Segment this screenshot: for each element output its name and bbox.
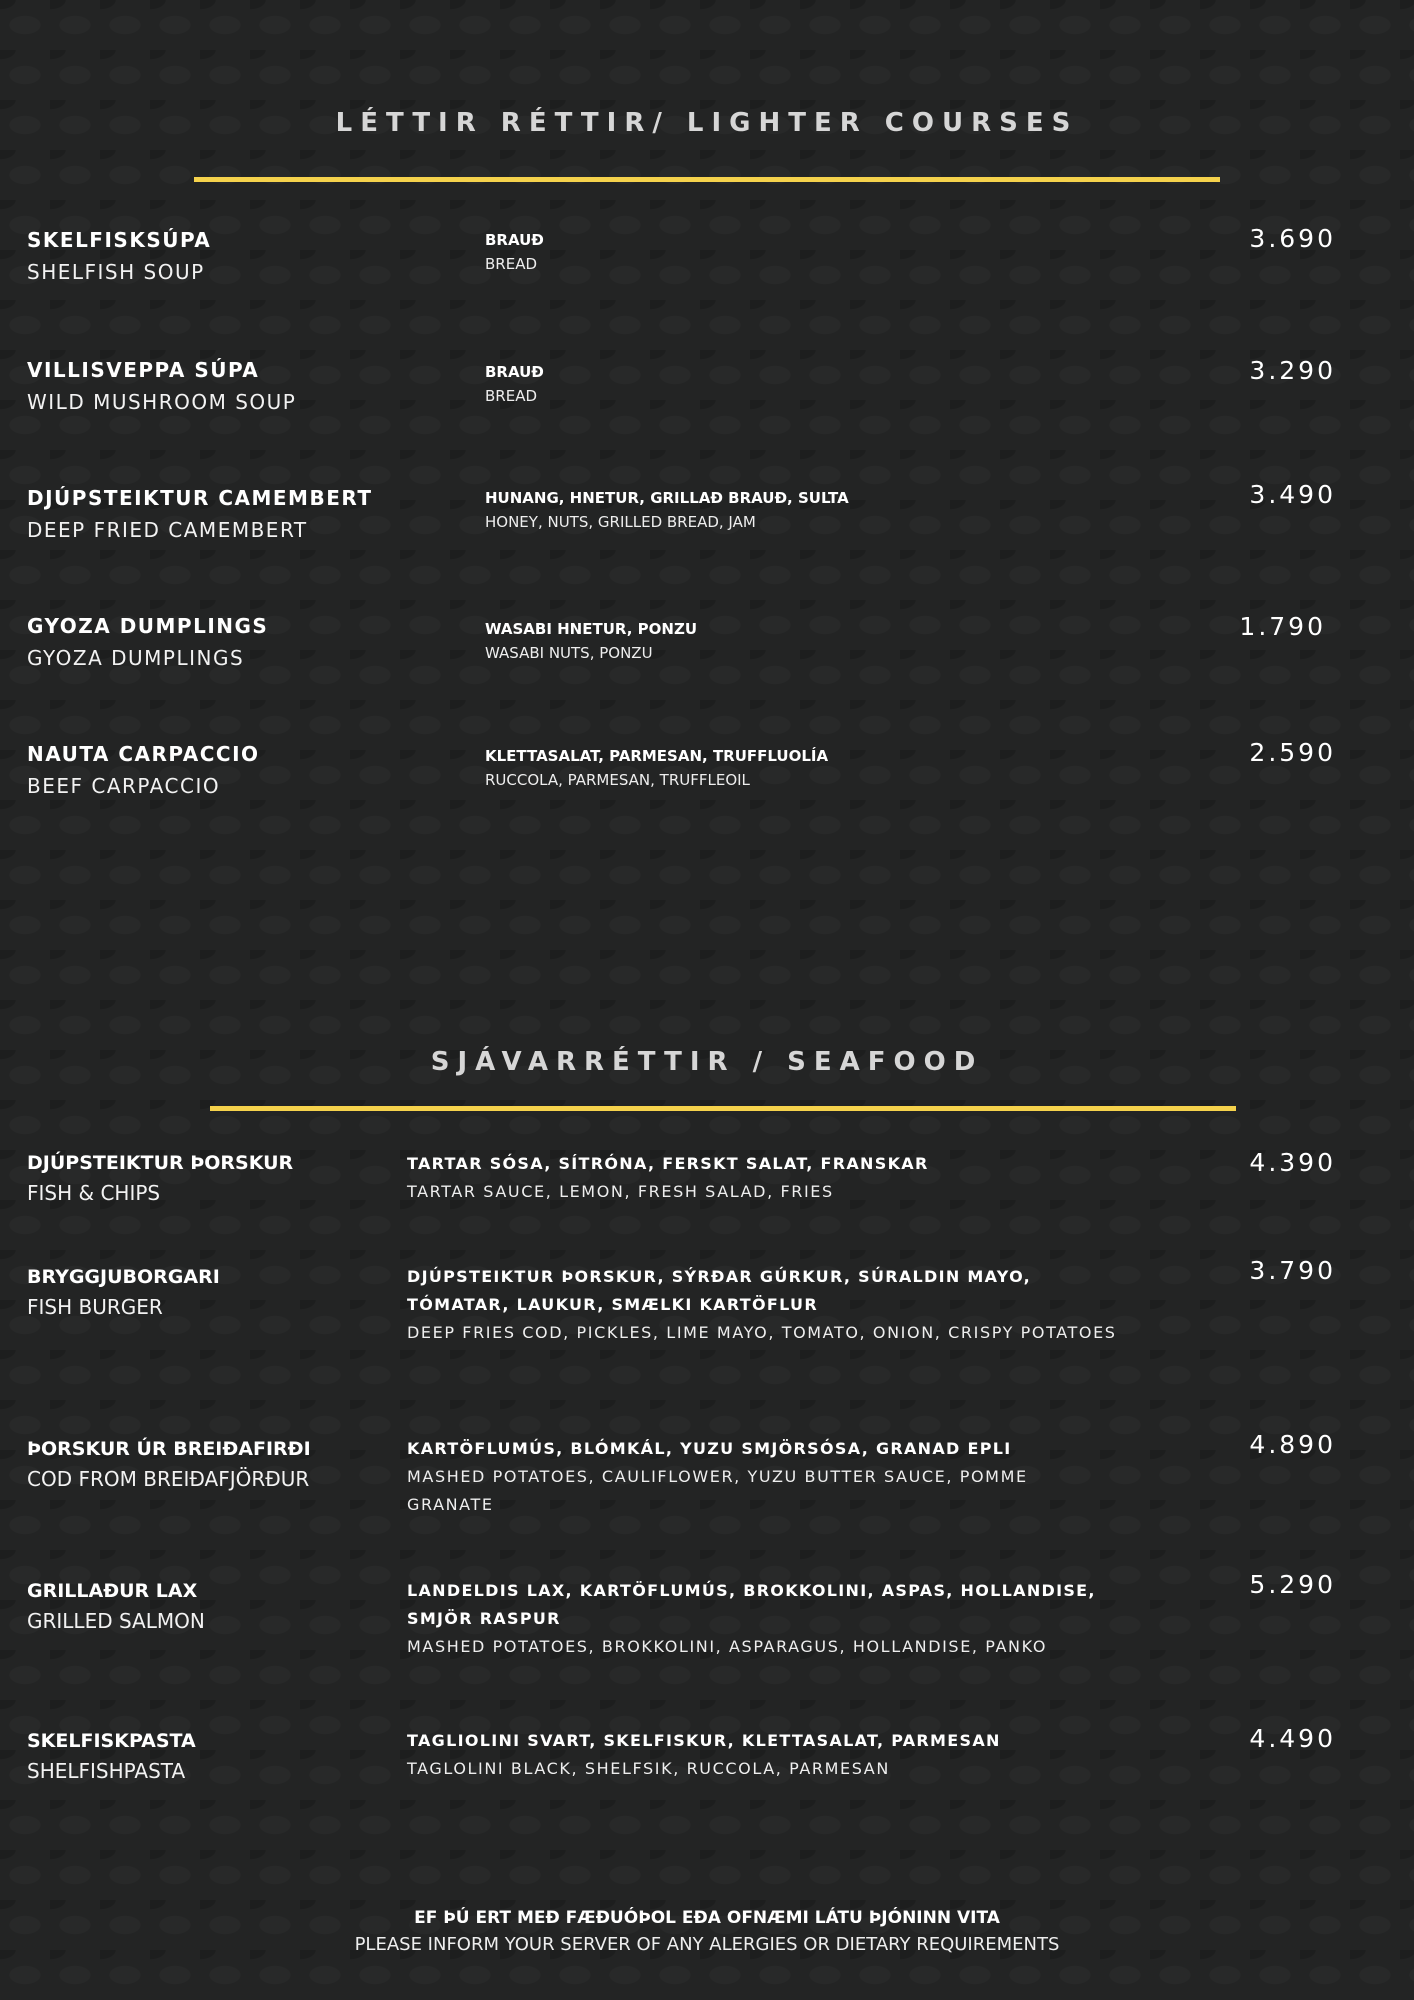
item-name-is: SKELFISKPASTA bbox=[27, 1730, 196, 1752]
section-divider bbox=[210, 1106, 1236, 1111]
item-price: 3.290 bbox=[1249, 356, 1336, 385]
item-description-is: LANDELDIS LAX, KARTÖFLUMÚS, BROKKOLINI, ASPAS, HOLLANDISE, SMJÖR RASPUR bbox=[407, 1581, 1096, 1628]
item-name-is: SKELFISKSÚPA bbox=[27, 228, 212, 252]
item-description-en: MASHED POTATOES, BROKKOLINI, ASPARAGUS, HOLLANDISE, PANKO bbox=[407, 1637, 1048, 1656]
item-description-is: KLETTASALAT, PARMESAN, TRUFFLUOLÍA bbox=[485, 747, 829, 765]
item-description-is: TAGLIOLINI SVART, SKELFISKUR, KLETTASALAT, PARMESAN bbox=[407, 1731, 1001, 1750]
section-divider bbox=[194, 177, 1220, 182]
item-price: 2.590 bbox=[1249, 738, 1336, 767]
item-price: 4.390 bbox=[1249, 1148, 1336, 1177]
item-price: 4.490 bbox=[1249, 1724, 1336, 1753]
item-name-en: BEEF CARPACCIO bbox=[27, 774, 221, 798]
item-name-is: ÞORSKUR ÚR BREIÐAFIRÐI bbox=[27, 1438, 311, 1460]
item-description-en: DEEP FRIES COD, PICKLES, LIME MAYO, TOMATO, ONION, CRISPY POTATOES bbox=[407, 1323, 1117, 1342]
item-description-en: TARTAR SAUCE, LEMON, FRESH SALAD, FRIES bbox=[407, 1182, 834, 1201]
item-name-en: DEEP FRIED CAMEMBERT bbox=[27, 518, 308, 542]
item-name-is: BRYGGJUBORGARI bbox=[27, 1266, 220, 1288]
item-description-is: DJÚPSTEIKTUR ÞORSKUR, SÝRÐAR GÚRKUR, SÚRALDIN MAYO, TÓMATAR, LAUKUR, SMÆLKI KARTÖFLUR bbox=[407, 1267, 1032, 1314]
item-price: 5.290 bbox=[1249, 1570, 1336, 1599]
section-title-seafood: SJÁVARRÉTTIR / SEAFOOD bbox=[430, 1047, 984, 1077]
item-name-en: SHELFISH SOUP bbox=[27, 260, 205, 284]
item-description-en: RUCCOLA, PARMESAN, TRUFFLEOIL bbox=[485, 771, 750, 789]
item-name-is: GYOZA DUMPLINGS bbox=[27, 614, 269, 638]
item-description-en: WASABI NUTS, PONZU bbox=[485, 644, 653, 662]
item-description-is: BRAUÐ bbox=[485, 231, 544, 249]
allergy-notice-is: EF ÞÚ ERT MEÐ FÆÐUÓÞOL EÐA OFNÆMI LÁTU ÞJÓNINN VITA bbox=[414, 1908, 1000, 1928]
section-title-lighter-courses: LÉTTIR RÉTTIR/ LIGHTER COURSES bbox=[335, 108, 1079, 138]
item-name-is: VILLISVEPPA SÚPA bbox=[27, 358, 260, 382]
item-description-en: TAGLOLINI BLACK, SHELFSIK, RUCCOLA, PARMESAN bbox=[407, 1759, 890, 1778]
item-name-en: WILD MUSHROOM SOUP bbox=[27, 390, 297, 414]
item-name-en: FISH BURGER bbox=[27, 1295, 163, 1319]
item-name-is: DJÚPSTEIKTUR ÞORSKUR bbox=[27, 1152, 294, 1174]
item-description-en: BREAD bbox=[485, 255, 538, 273]
item-description-is: BRAUÐ bbox=[485, 363, 544, 381]
item-price: 4.890 bbox=[1249, 1430, 1336, 1459]
item-price: 3.690 bbox=[1249, 224, 1336, 253]
item-name-en: SHELFISHPASTA bbox=[27, 1759, 186, 1783]
item-price: 1.790 bbox=[1239, 612, 1326, 641]
item-description-is: HUNANG, HNETUR, GRILLAÐ BRAUÐ, SULTA bbox=[485, 489, 849, 507]
allergy-notice-en: PLEASE INFORM YOUR SERVER OF ANY ALERGIES OR DIETARY REQUIREMENTS bbox=[354, 1934, 1060, 1955]
item-name-en: COD FROM BREIÐAFJÖRÐUR bbox=[27, 1467, 310, 1491]
item-name-is: GRILLAÐUR LAX bbox=[27, 1580, 198, 1602]
item-description-is: WASABI HNETUR, PONZU bbox=[485, 620, 697, 638]
item-description-en: MASHED POTATOES, CAULIFLOWER, YUZU BUTTER SAUCE, POMME GRANATE bbox=[407, 1467, 1028, 1514]
item-description-is: TARTAR SÓSA, SÍTRÓNA, FERSKT SALAT, FRANSKAR bbox=[407, 1154, 929, 1173]
item-description-en: BREAD bbox=[485, 387, 538, 405]
item-name-is: DJÚPSTEIKTUR CAMEMBERT bbox=[27, 486, 373, 510]
item-price: 3.790 bbox=[1249, 1256, 1336, 1285]
item-price: 3.490 bbox=[1249, 480, 1336, 509]
item-name-en: FISH & CHIPS bbox=[27, 1181, 161, 1205]
item-name-en: GRILLED SALMON bbox=[27, 1609, 205, 1633]
item-description-en: HONEY, NUTS, GRILLED BREAD, JAM bbox=[485, 513, 756, 531]
item-description-is: KARTÖFLUMÚS, BLÓMKÁL, YUZU SMJÖRSÓSA, GRANAD EPLI bbox=[407, 1439, 1012, 1458]
item-name-is: NAUTA CARPACCIO bbox=[27, 742, 260, 766]
item-name-en: GYOZA DUMPLINGS bbox=[27, 646, 245, 670]
